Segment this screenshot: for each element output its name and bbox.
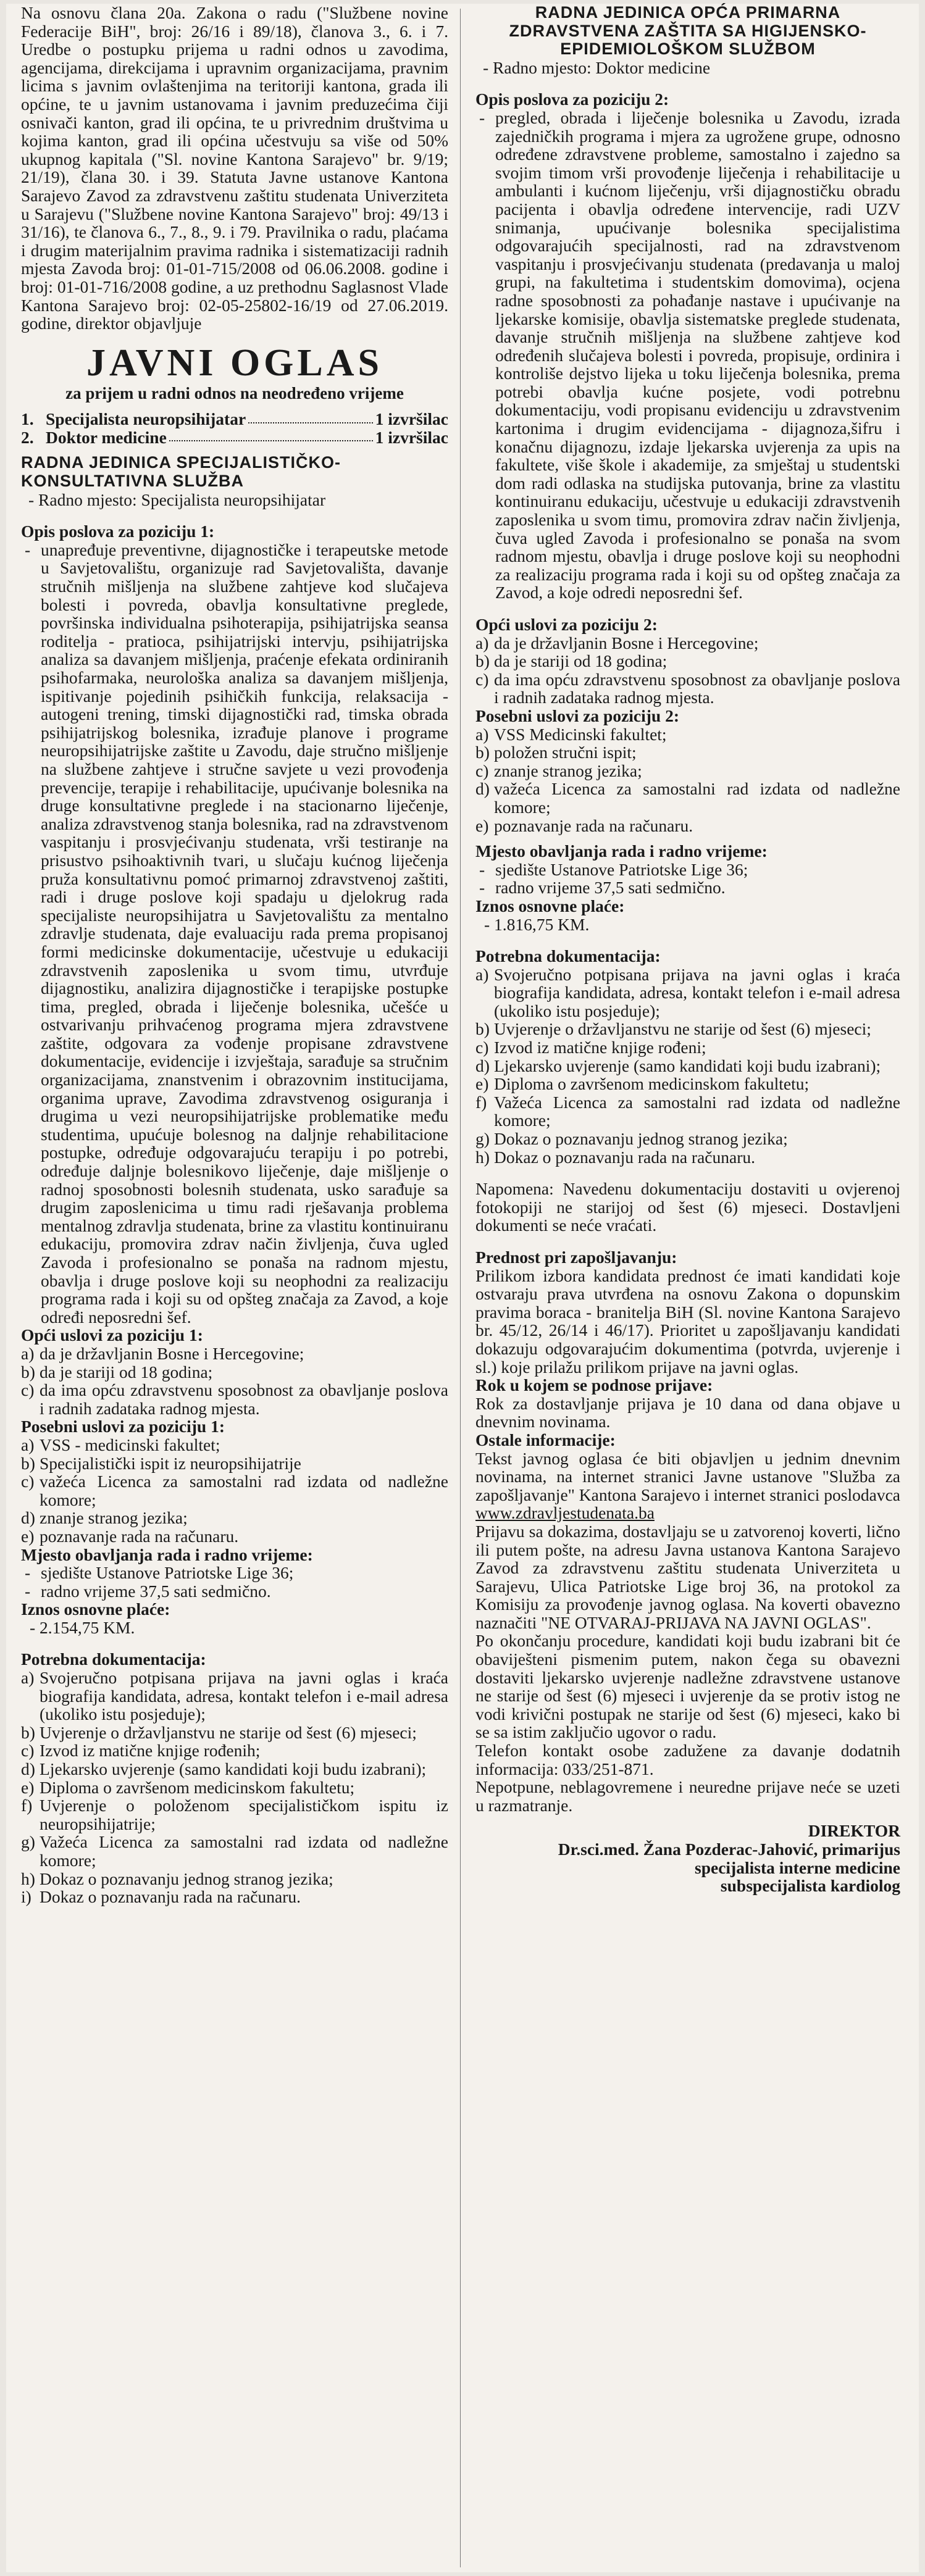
rok-heading: Rok u kojem se podnose prijave: [475,1375,713,1395]
unit2-place: - Radno mjesto: Doktor medicine [483,57,711,77]
position-name: Specijalista neuropsihijatar [46,409,246,429]
list-item: b) da je stariji od 18 godina; [475,651,668,671]
right-column [475,4,900,2572]
signature-name: Dr.sci.med. Žana Pozderac-Jahović, primarijus [558,1840,900,1859]
ostale-text-4: Telefon kontakt osobe zadužene za davanje dodatnih informacija: 033/251-871. [475,1741,900,1778]
signature-role: DIREKTOR [808,1821,900,1841]
ostale-text-2: Prijavu sa dokazima, dostavljaju se u zatvorenoj koverti, lično ili putem pošte, na adresu Javna ustanova Kantona Sarajevo Zavod za zdravstvenu zaštitu studenata Univerziteta u Sarajevu, Ulica Patriotske Lige broj 36, na protokol za Komisiju za provođenje javnog oglasa. Na koverti obavezno naznačiti "NE OTVARAJ-PRIJAVA NA JAVNI OGLAS". [475,1521,900,1632]
list-item: a) VSS - medicinski fakultet; [21,1435,220,1454]
list-item: - sjedište Ustanove Patriotske Lige 36; [25,1563,294,1583]
unit1-iznos: - 2.154,75 KM. [30,1617,135,1637]
unit2-iznos-heading: Iznos osnovne plaće: [475,896,625,915]
list-item: g) Dokaz o poznavanju jednog stranog jezika; [475,1129,788,1149]
unit1-mjesto-heading: Mjesto obavljanja rada i radno vrijeme: [21,1544,313,1564]
list-item: d) važeća Licenca za samostalni rad izdata od nadležne komore; [475,779,900,817]
position-name: Doktor medicine [46,427,167,447]
left-column [21,4,448,2572]
list-item: b) Uvjerenje o državljanstvu ne starije od šest (6) mjeseci; [475,1019,871,1039]
unit1-posebni-heading: Posebni uslovi za poziciju 1: [21,1417,225,1436]
signature-line-3: subspecijalista kardiolog [720,1876,900,1896]
list-item: c) Izvod iz matične knjige rođenih; [21,1741,261,1761]
list-item: - sjedište Ustanove Patriotske Lige 36; [479,859,748,879]
list-item: f) Uvjerenje o položenom specijalističkom ispitu iz neuropsihijatrije; [21,1796,448,1833]
column-divider [460,9,461,2567]
list-item: b) da je stariji od 18 godina; [21,1362,213,1382]
list-item: d) Ljekarsko uvjerenje (samo kandidati koji budu izabrani); [475,1056,881,1075]
unit1-opis: - unapređuje preventivne, dijagnostičke i terapeutske metode u Savjetovalištu, organizuje rad Savjetovališta, davanje stručnih mišljenja na službene zahtjeve kod slučajeva bolesti i povreda, obavlja konsultativne preglede, površinska individualna psihoterapija, psihijatrijska seansa roditelja - pratioca, psihijatrijski intervju, psihijatrijska analiza sa davanjem mišljenja, praćenje efekata ordiniranih psihofarmaka, neurološka analiza sa davanjem mišljenja, ispitivanje pojedinih psihičkih funkcija, relaksacija - autogeni trening, timski dijagnostički rad, timska obrada psihijatrijskog bolesnika, izrađuje planove i programe neuropsihijatrijske zaštite u Zavodu, daje stručno mišljenje na službene zahtjeve i stručne savjete u vezi provođenja prevencije, terapije i rehabilitacije, upućivanje bolesnika na druge konsultativne preglede i na stacionarno liječenje, analiza zdravstvenog stanja bolesnika, rad na zdravstvenom vaspitanju i prosvjećivanju studenata, vrši testiranje na prisustvo psihoaktivnih tvari, u slučaju kućnog liječenja pruža konsultativnu pomoć primarnoj zdravstvenoj zaštiti, radi i druge poslove koji spadaju u djelokrug rada specijaliste neuropsihijatra u Savjetovalištu za mentalno zdravlje studenata, daje evaluaciju rada prema propisanoj formi medicinske dokumentacije, učestvuje u edukaciji zdravstvenih zaposlenika u svom timu, utvrđuje dijagnostiku, analizira dijagnostičke i terapijske postupke tima, pregled, obrada i liječenje bolesnika, učešće u ostvarivanju prihvaćenog programa mjera zdravstvene zaštite, odgovara za vođenje propisane zdravstvene dokumentacije, evidencije i izvještaja, sarađuje sa stručnim organizacijama, znanstvenim i obrazovnim institucijama, organima uprave, Zavodima zdravstvenog osiguranja i drugima u vezi neuropsihijatrijske problematike među studentima, upućuje bolesnog na daljnje rehabilitacione postupke, određuje odgovarajuću terapiju i po potrebi, određuje daljnje bolesnikovo liječenje, daje mišljenje o radnoj sposobnosti bolesnih studenata, usko sarađuje sa drugim zaposlenicima u timu radi rješavanja problema mentalnog zdravlja studenata, brine za vlastitu kontinuiranu edukaciju, promovira zdrav način življenja, čuva ugled Zavoda i profesionalno se ponaša na radnom mjestu, obavlja i druge poslove koji su neophodni za realizaciju programa rada i koji su od opšteg značaja za Zavod, a koje određi neposredni šef. [25,540,448,1327]
rok-text: Rok za dostavljanje prijava je 10 dana od dana objave u dnevnim novinama. [475,1393,900,1432]
ostale-heading: Ostale informacije: [475,1430,616,1449]
list-item: i) Dokaz o poznavanju rada na računaru. [21,1887,301,1907]
list-item: g) Važeća Licenca za samostalni rad izdata od nadležne komore; [21,1832,448,1870]
prednost-text: Prilikom izbora kandidata prednost će imati kandidati koje ostvaraju prava utvrđena na osnovu Zakona o dopunskim pravima boraca - branitelja BiH (Sl. novine Kantona Sarajevo br. 45/12, 26/14 i 46/17). Prioritet u zapošljavanju kandidati dokazuju odgovarajućim dokumentima (potvrda, uvjerenje i sl.) koje prilažu prilikom prijave na javni oglas. [475,1265,900,1377]
unit1-opis-heading: Opis poslova za poziciju 1: [21,522,215,541]
signature-line-2: specijalista interne medicine [695,1857,900,1877]
unit2-opis-heading: Opis poslova za poziciju 2: [475,90,669,109]
unit2-title: RADNA JEDINICA OPĆA PRIMARNA ZDRAVSTVENA ZAŠTITA SA HIGIJENSKO- EPIDEMIOLOŠKOM SLUŽBOM [509,3,867,59]
list-item: h) Dokaz o poznavanju rada na računaru. [475,1147,755,1167]
ostale-text-1: Tekst javnog oglasa će biti objavljen u jednim dnevnim novinama, na internet stranici Javne ustanove "Služba za zapošljavanje" Kantona Sarajevo i internet stranici poslodavca www.zdravljestudenata.ba [475,1448,900,1523]
prednost-heading: Prednost pri zapošljavanju: [475,1248,677,1267]
list-item: a) Svojeručno potpisana prijava na javni oglas i kraća biografija kandidata, adresa, kontakt telefon i e-mail adresa (ukoliko istu posjeduje); [475,964,900,1020]
list-item: c) da ima opću zdravstvenu sposobnost za obavljanje poslova i radnih zadataka radnog mjesta. [21,1380,448,1418]
list-item: - radno vrijeme 37,5 sati sedmično. [479,878,726,898]
list-item: f) Važeća Licenca za samostalni rad izdata od nadležne komore; [475,1092,900,1130]
unit2-iznos: - 1.816,75 KM. [484,914,590,934]
position-count: 1 izvršilac [375,427,448,447]
list-item: a) da je državljanin Bosne i Hercegovine; [475,633,759,652]
list-item: d) znanje stranog jezika; [21,1508,188,1528]
position-line-1: 1. Specijalista neuropsihijatar 1 izvršilac [21,409,448,429]
list-item: d) Ljekarsko uvjerenje (samo kandidati koji budu izabrani); [21,1759,427,1779]
list-item: a) VSS Medicinski fakultet; [475,724,667,744]
unit1-dok-heading: Potrebna dokumentacija: [21,1649,206,1669]
unit2-dok-heading: Potrebna dokumentacija: [475,946,661,966]
unit1-title: RADNA JEDINICA SPECIJALISTIČKO-KONSULTATIVNA SLUŽBA [21,453,341,491]
website-link[interactable]: www.zdravljestudenata.ba [475,1503,655,1523]
ad-title: JAVNI OGLAS [86,341,383,384]
ad-subtitle: za prijem u radni odnos na neodređeno vrijeme [65,383,404,402]
unit2-mjesto-heading: Mjesto obavljanja rada i radno vrijeme: [475,841,768,861]
ostale-text-3: Po okončanju procedure, kandidati koji budu izabrani bit će obaviješteni pismenim putem, nakon čega su obavezni dostaviti ljekarsko uvjerenje nadležne zdravstvene ustanove ne starije od šest (6) mjeseci i uvjerenje da se protiv istog ne vodi krivični postupak ne starije od šest (6) mjeseci, kako bi se sa istim zaključio ugovor o radu. [475,1631,900,1742]
list-item: c) važeća Licenca za samostalni rad izdata od nadležne komore; [21,1472,448,1509]
position-line-2: 2. Doktor medicine 1 izvršilac [21,427,448,447]
unit1-iznos-heading: Iznos osnovne plaće: [21,1599,170,1619]
unit2-opci-heading: Opći uslovi za poziciju 2: [475,615,658,634]
intro-paragraph: Na osnovu člana 20a. Zakona o radu ("Službene novine Federacije BiH", broj: 26/16 i 89/18), članova 3., 6. i 7. Uredbe o postupku prijema u radni odnos u zavodima, agencijama, direkcijama i upravnim organizacijama, pravnim licima s javnim ovlaštenjima na teritoriji kantona, grada ili općine, te u javnim ustanovama i javnim preduzećima čiji osnivači kanton, grad ili općina, te u privrednim društvima u kojima kanton, grad ili općina učestvuju sa više od 50% ukupnog kapitala ("Sl. novine Kantona Sarajevo" br. 9/19; 21/19), člana 30. i 39. Statuta Javne ustanove Kantona Sarajevo Zavod za zdravstvenu zaštitu studenata Univerziteta u Sarajevu ("Službene novine Kantona Sarajevo" broj: 49/13 i 31/16), te članova 6., 7., 8., 9. i 79. Pravilnika o radu, plaćama i drugim materijalnim pravima radnika i sistematizaciji radnih mjesta Zavoda broj: 01-01-715/2008 od 06.06.2008. godine i broj: 01-01-716/2008 godine, a uz prethodnu Saglasnost Vlade Kantona Sarajevo broj: 02-05-25802-16/19 od 27.06.2019. godine, direktor objavljuje [21,3,448,333]
list-item: b) Specijalistički ispit iz neuropsihijatrije [21,1453,301,1473]
leader-dots [248,410,372,423]
ostale-text-5: Nepotpune, neblagovremene i neuredne prijave neće se uzeti u razmatranje. [475,1777,900,1815]
list-item: h) Dokaz o poznavanju jednog stranog jezika; [21,1869,333,1888]
unit1-place: - Radno mjesto: Specijalista neuropsihijatar [28,490,326,509]
position-count: 1 izvršilac [375,409,448,429]
newspaper-page [6,4,919,2572]
list-item: b) Uvjerenje o državljanstvu ne starije od šest (6) mjeseci; [21,1722,417,1742]
list-item: - radno vrijeme 37,5 sati sedmično. [25,1581,271,1601]
list-item: e) Diploma o završenom medicinskom fakultetu; [21,1777,355,1797]
list-item: a) da je državljanin Bosne i Hercegovine; [21,1343,304,1363]
list-item: e) poznavanje rada na računaru. [21,1526,239,1546]
list-item: c) znanje stranog jezika; [475,761,642,780]
list-item: b) položen stručni ispit; [475,743,637,762]
list-item: c) Izvod iz matične knjige rođeni; [475,1038,706,1057]
list-item: e) Diploma o završenom medicinskom fakultetu; [475,1074,810,1094]
napomena: Napomena: Navedenu dokumentaciju dostaviti u ovjerenoj fotokopiji ne starijoj od šest (6) mjeseci. Dostavljeni dokumenti se neće vraćati. [475,1179,900,1235]
unit1-opci-heading: Opći uslovi za poziciju 1: [21,1325,203,1345]
leader-dots [169,428,373,442]
list-item: a) Svojeručno potpisana prijava na javni oglas i kraća biografija kandidata, adresa, kontakt telefon i e-mail adresa (ukoliko istu posjeduje); [21,1668,448,1724]
list-item: c) da ima opću zdravstvenu sposobnost za obavljanje poslova i radnih zadataka radnog mjesta. [475,669,900,707]
unit2-posebni-heading: Posebni uslovi za poziciju 2: [475,706,680,725]
unit2-opis: - pregled, obrada i liječenje bolesnika u Zavodu, izrada zajedničkih programa i mjera za ugrožene grupe, odnosno određene zdravstvene probleme, samostalno i zajedno sa svojim timom vrši provođenje liječenja i rehabilitacije u ambulanti i kućnom liječenju, vrši dijagnostičku obradu pacijenta i obavlja određene intervencije, radi UZV snimanja, upućivanje bolesnika specijalistima odgovarajućih specijalnosti, rad na zdravstvenom vaspitanju i prosvjećivanju studenata (predavanja u maloj grupi, na fakultetima i studentskim domovima), ocjena radne sposobnosti za pohađanje nastave i upućivanje na ljekarske komisije, obavlja sistematske preglede studenata, davanje stručnih mišljenja na službene zahtjeve kod određenih slučajeva bolesti i povreda, propisuje, ordinira i kontroliše dejstvo lijeka u toku liječenja bolesnika, prema potrebi obavlja kućne posjete, vodi potrebnu dokumentaciju, vodi propisanu evidenciju u zdravstvenim kartonima i drugim evidencijama - dijagnoza,šifru i konačnu dijagnozu, izdaje ljekarska uvjerenja za upis na fakultete, više škole i akademije, za smještaj u studentski dom radi odlaska na studijska putovanja, brine za vlastitu kontinuiranu edukaciju, učestvuje u edukaciji zdravstvenih zaposlenika u svom timu, promovira zdrav način življenja, čuva ugled Zavoda i profesionalno se ponaša na svom radnom mjestu, obavlja i druge poslove koji su neophodni za realizaciju programa rada i koji su od opšteg značaja za Zavod, a koje odredi neposredni šef. [479,107,900,602]
list-item: e) poznavanje rada na računaru. [475,815,693,835]
